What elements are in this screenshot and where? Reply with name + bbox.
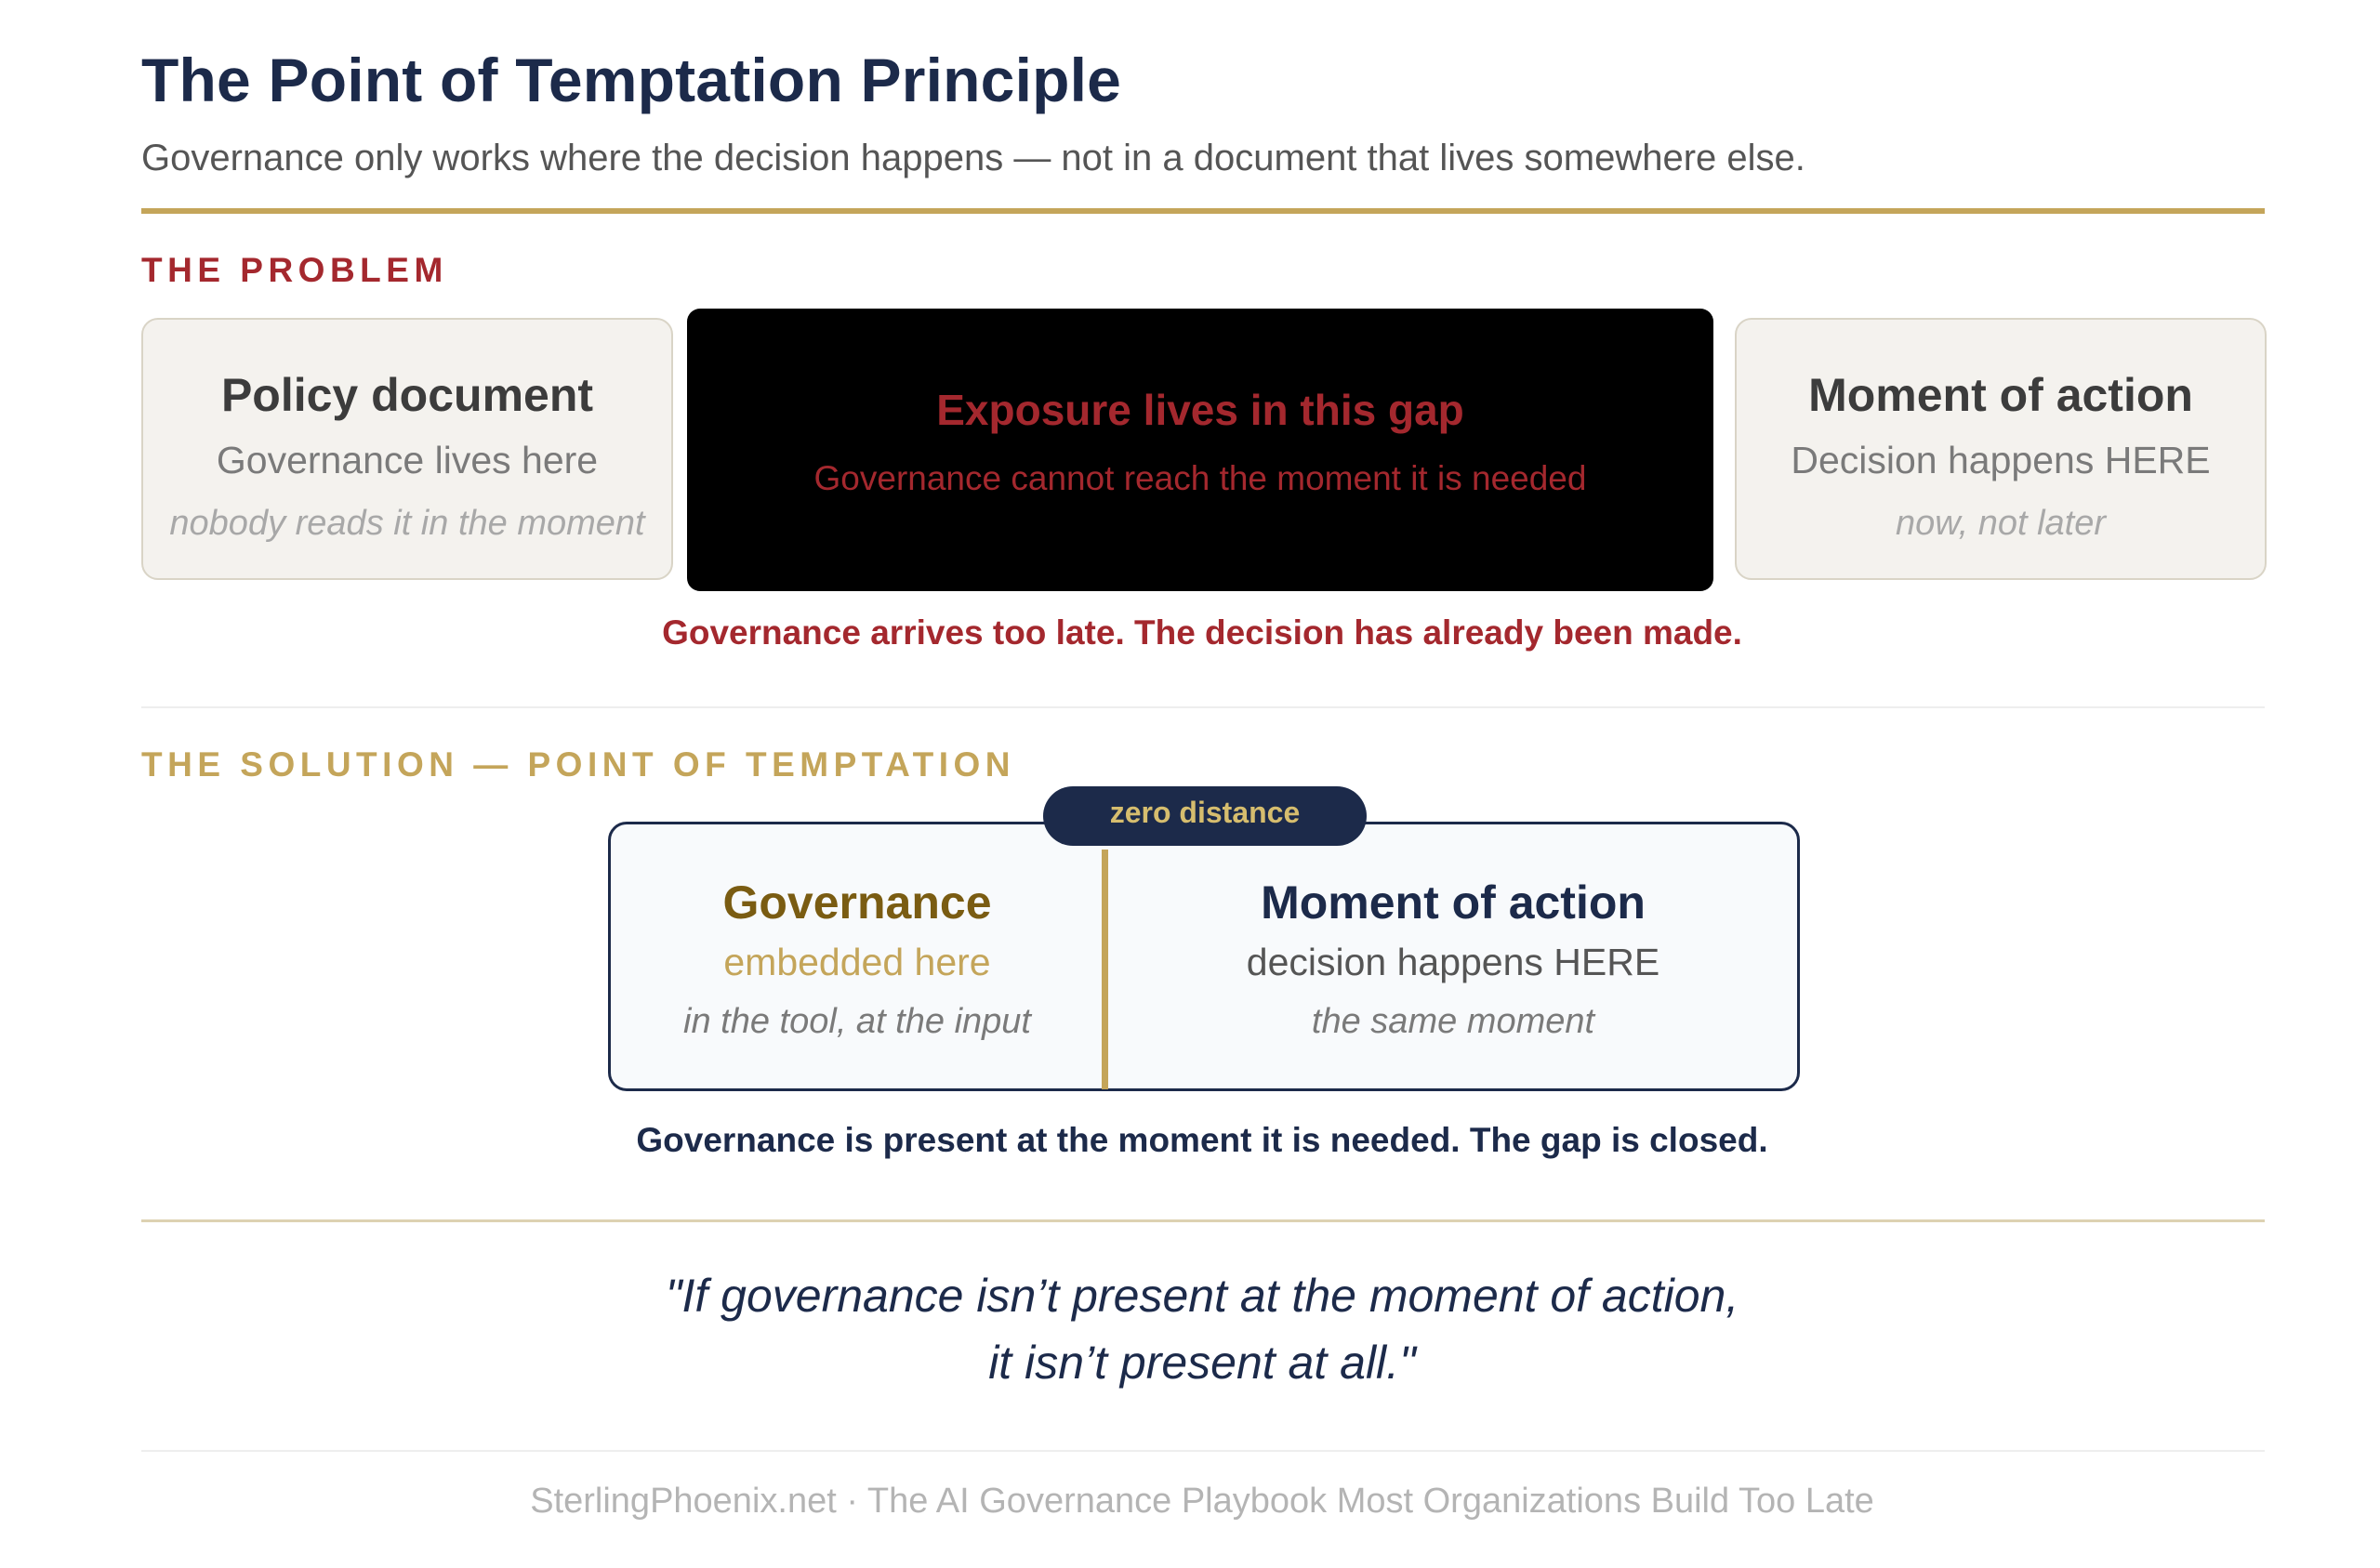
solution-conclusion: Governance is present at the moment it is needed. The gap is closed.	[636, 1121, 1768, 1159]
zero-distance-badge: zero distance	[1043, 786, 1367, 846]
quote-line-1: "If governance isn’t present at the moment of action,	[665, 1270, 1739, 1322]
footer-credit: SterlingPhoenix.net · The AI Governance Playbook Most Organizations Build Too Late	[530, 1482, 1874, 1521]
column-note: the same moment	[1311, 1002, 1595, 1041]
moment-of-action-card	[1735, 318, 2267, 580]
card-subheading: Decision happens HERE	[1791, 439, 2211, 481]
solution-section-label: THE SOLUTION — POINT OF TEMPTATION	[141, 745, 1015, 784]
moment-of-action-column	[1108, 876, 1798, 1061]
problem-section-label: THE PROBLEM	[141, 251, 448, 289]
quote-line-2: it isn’t present at all."	[988, 1337, 1416, 1389]
column-heading: Moment of action	[1261, 876, 1646, 929]
exposure-gap-box	[687, 309, 1713, 591]
page-subtitle: Governance only works where the decision happens — not in a document that lives somewhere else.	[141, 138, 1805, 178]
quote-divider	[141, 1219, 2265, 1222]
policy-document-card	[141, 318, 673, 580]
column-subheading: embedded here	[723, 941, 991, 983]
card-note: now, not later	[1895, 504, 2107, 543]
card-subheading: Governance lives here	[216, 439, 599, 481]
column-note: in the tool, at the input	[683, 1002, 1031, 1041]
problem-conclusion: Governance arrives too late. The decision has already been made.	[662, 613, 1742, 652]
page-title: The Point of Temptation Principle	[141, 46, 1122, 114]
gap-heading: Exposure lives in this gap	[936, 386, 1464, 434]
card-note: nobody reads it in the moment	[169, 504, 645, 543]
header-divider	[141, 208, 2265, 214]
card-heading: Policy document	[220, 369, 594, 421]
pull-quote	[0, 1262, 2380, 1396]
column-subheading: decision happens HERE	[1246, 941, 1660, 983]
footer-divider	[141, 1450, 2265, 1452]
gap-subheading: Governance cannot reach the moment it is needed	[813, 459, 1587, 497]
column-heading: Governance	[722, 876, 992, 929]
governance-column	[610, 876, 1104, 1061]
section-divider	[141, 706, 2265, 708]
card-heading: Moment of action	[1808, 369, 2193, 421]
